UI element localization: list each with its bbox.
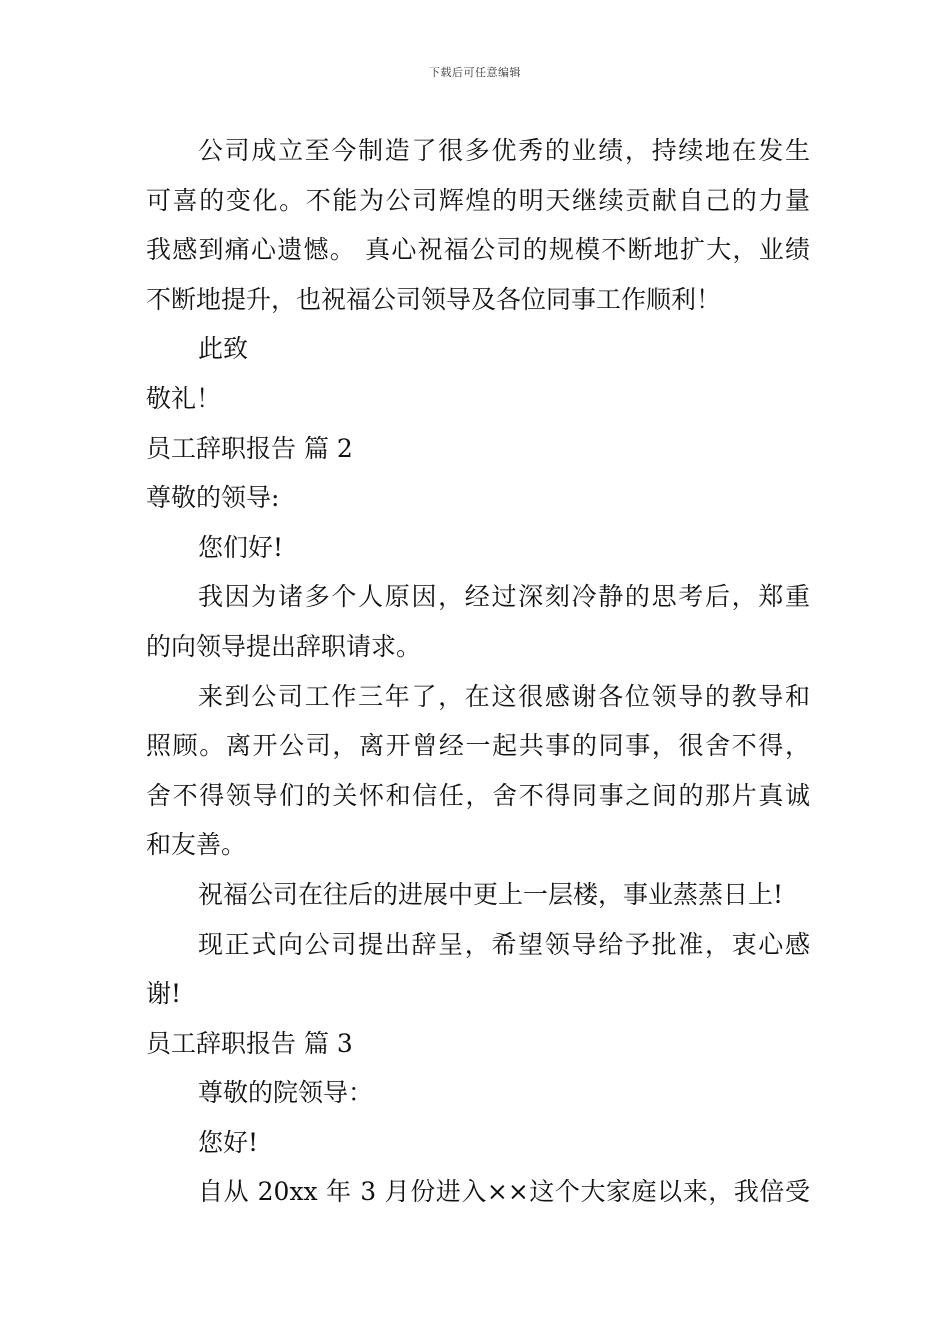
text-line: 尊敬的院领导： — [198, 1078, 374, 1108]
text-line: 来到公司工作三年了，在这很感谢各位领导的教导和 — [198, 681, 810, 711]
text-line: 照顾。离开公司，离开曾经一起共事的同事，很舍不得， — [146, 731, 810, 761]
text-line: 员工辞职报告 篇 3 — [146, 1028, 353, 1058]
text-line: 祝福公司在往后的进展中更上一层楼，事业蒸蒸日上! — [198, 879, 784, 909]
text-line: 公司成立至今制造了很多优秀的业绩，持续地在发生 — [198, 136, 810, 165]
text-line: 的向领导提出辞职请求。 — [146, 631, 422, 661]
text-line: 自从 20xx 年 3 月份进入××这个大家庭以来，我倍受 — [198, 1177, 810, 1207]
text-line: 和友善。 — [146, 830, 247, 860]
text-line: 员工辞职报告 篇 2 — [146, 433, 353, 463]
text-line: 谢! — [146, 979, 182, 1009]
document-body — [146, 126, 810, 1217]
text-line: 我因为诸多个人原因，经过深刻冷静的思考后，郑重 — [198, 582, 810, 612]
text-line: 不断地提升，也祝福公司领导及各位同事工作顺利！ — [146, 284, 722, 314]
text-line: 敬礼！ — [146, 383, 222, 413]
text-line: 此致 — [198, 334, 249, 364]
text-line: 您们好! — [198, 532, 284, 562]
page-header-note: 下载后可任意编辑 — [429, 66, 521, 79]
text-line: 尊敬的领导: — [146, 483, 280, 513]
text-line: 现正式向公司提出辞呈，希望领导给予批准，衷心感 — [198, 929, 810, 959]
text-line: 可喜的变化。不能为公司辉煌的明天继续贡献自己的力量 — [146, 185, 810, 215]
text-line: 您好! — [198, 1127, 259, 1157]
text-line: 我感到痛心遗憾。 真心祝福公司的规模不断地扩大，业绩 — [146, 235, 810, 265]
text-line: 舍不得领导们的关怀和信任，舍不得同事之间的那片真诚 — [146, 780, 810, 810]
